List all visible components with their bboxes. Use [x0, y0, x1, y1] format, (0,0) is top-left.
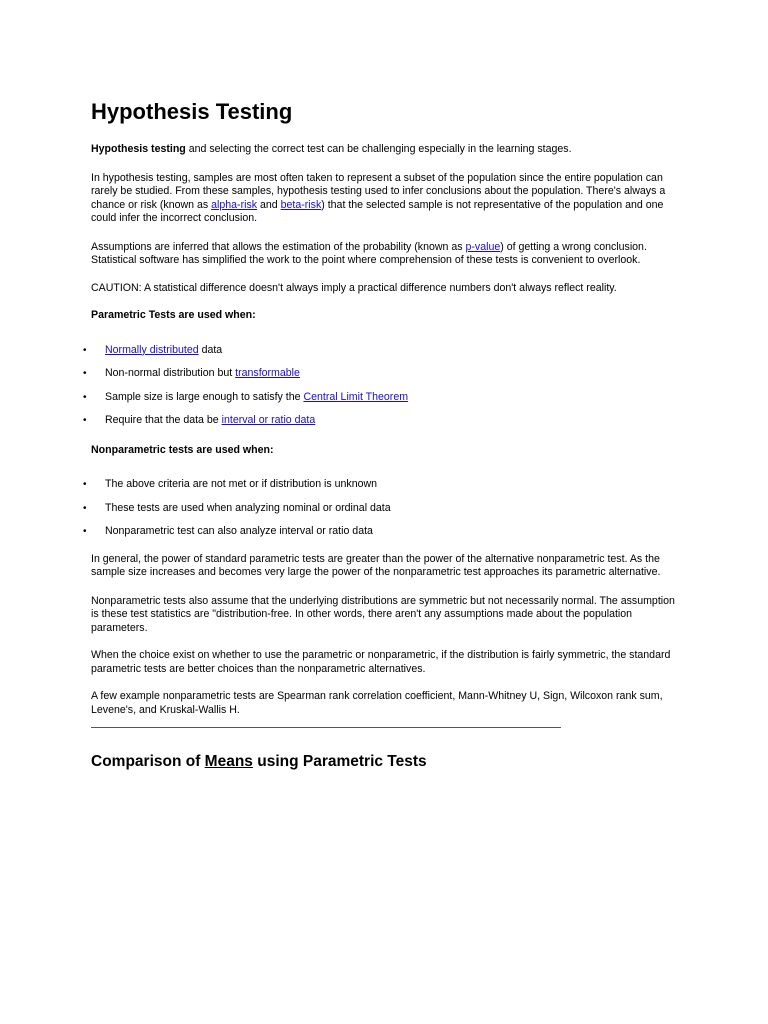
item-text: Sample size is large enough to satisfy the	[105, 390, 304, 403]
list-item	[83, 525, 681, 539]
nonparametric-heading: Nonparametric tests are used when:	[91, 443, 274, 456]
item-text: Nonparametric test can also analyze interval or ratio data	[105, 525, 373, 537]
beta-risk-link[interactable]: beta-risk	[280, 198, 322, 211]
alpha-risk-link[interactable]: alpha-risk	[211, 198, 258, 211]
section-heading-text: using Parametric Tests	[252, 753, 427, 770]
sampling-paragraph	[91, 172, 681, 226]
interval-ratio-data-link[interactable]: interval or ratio data	[221, 414, 316, 426]
choice-paragraph: When the choice exist on whether to use the parametric or nonparametric, if the distribution is fairly symmetric, the standard parametric tests are better choices than the nonparametric alternatives.	[91, 649, 671, 675]
bullet-icon: •	[83, 502, 87, 514]
intro-text: and selecting the correct test can be challenging especially in the learning stages.	[185, 143, 572, 155]
caution-paragraph: CAUTION: A statistical difference doesn't always imply a practical difference numbers don't always reflect reality.	[91, 281, 617, 294]
sampling-text-2: and	[257, 198, 281, 211]
list-item	[83, 343, 681, 358]
item-text: Require that the data be	[105, 414, 222, 426]
list-item	[83, 390, 681, 405]
item-text: These tests are used when analyzing nominal or ordinal data	[105, 501, 391, 514]
normally-distributed-link[interactable]: Normally distributed	[105, 343, 199, 356]
parametric-list	[83, 343, 681, 428]
bullet-icon: •	[83, 344, 87, 356]
assumptions-text-1: Assumptions are inferred that allows the estimation of the probability (known as	[91, 240, 466, 253]
document-content	[83, 96, 681, 772]
central-limit-theorem-link[interactable]: Central Limit Theorem	[303, 390, 409, 403]
transformable-link[interactable]: transformable	[235, 367, 300, 379]
page-title: Hypothesis Testing	[91, 99, 293, 124]
list-item	[83, 367, 681, 381]
section-heading-text: Comparison of	[91, 753, 205, 770]
section-heading	[91, 752, 681, 772]
list-item	[83, 478, 681, 492]
bullet-icon: •	[83, 368, 87, 379]
section-heading-underlined: Means	[204, 753, 253, 770]
bullet-icon: •	[83, 526, 87, 537]
sampling-text-1: In hypothesis testing, samples are most often taken to represent a subset of the population since the entire population can rarely be studied. From these samples, hypothesis testing used to infer conclusions about the population. There's always a chance or risk (known as	[91, 171, 666, 211]
power-paragraph: In general, the power of standard parametric tests are greater than the power of the alternative nonparametric test. As the sample size increases and becomes very large the power of the nonparametric test approaches its parametric alternative.	[91, 552, 661, 578]
intro-bold-term: Hypothesis testing	[91, 143, 186, 155]
nonparametric-list	[83, 478, 681, 539]
bullet-icon: •	[83, 479, 87, 490]
nonparametric-assumption-paragraph: Nonparametric tests also assume that the underlying distributions are symmetric but not necessarily normal. The assumption is these test statistics are "distribution-free. In other words, there aren't any assumptions made about the population parameters.	[91, 594, 675, 634]
intro-paragraph	[91, 143, 681, 157]
list-item	[83, 414, 681, 428]
examples-paragraph: A few example nonparametric tests are Spearman rank correlation coefficient, Mann-Whitney U, Sign, Wilcoxon rank sum, Levene's, and Kruskal-Wallis H.	[91, 690, 663, 716]
horizontal-divider	[91, 727, 561, 728]
bullet-icon: •	[83, 391, 87, 403]
p-value-link[interactable]: p-value	[465, 240, 501, 253]
assumptions-text-2: ) of getting a wrong conclusion. Statistical software has simplified the work to the point where comprehension of these tests is convenient to overlook.	[91, 240, 647, 266]
item-text: Non-normal distribution but	[105, 367, 236, 379]
item-text: The above criteria are not met or if distribution is unknown	[105, 478, 378, 490]
bullet-icon: •	[83, 415, 87, 426]
list-item	[83, 501, 681, 516]
parametric-heading: Parametric Tests are used when:	[91, 309, 256, 321]
item-text: data	[198, 343, 223, 356]
sampling-text-3: ) that the selected sample is not representative of the population and one could infer the incorrect conclusion.	[91, 198, 664, 224]
assumptions-paragraph	[91, 241, 681, 268]
